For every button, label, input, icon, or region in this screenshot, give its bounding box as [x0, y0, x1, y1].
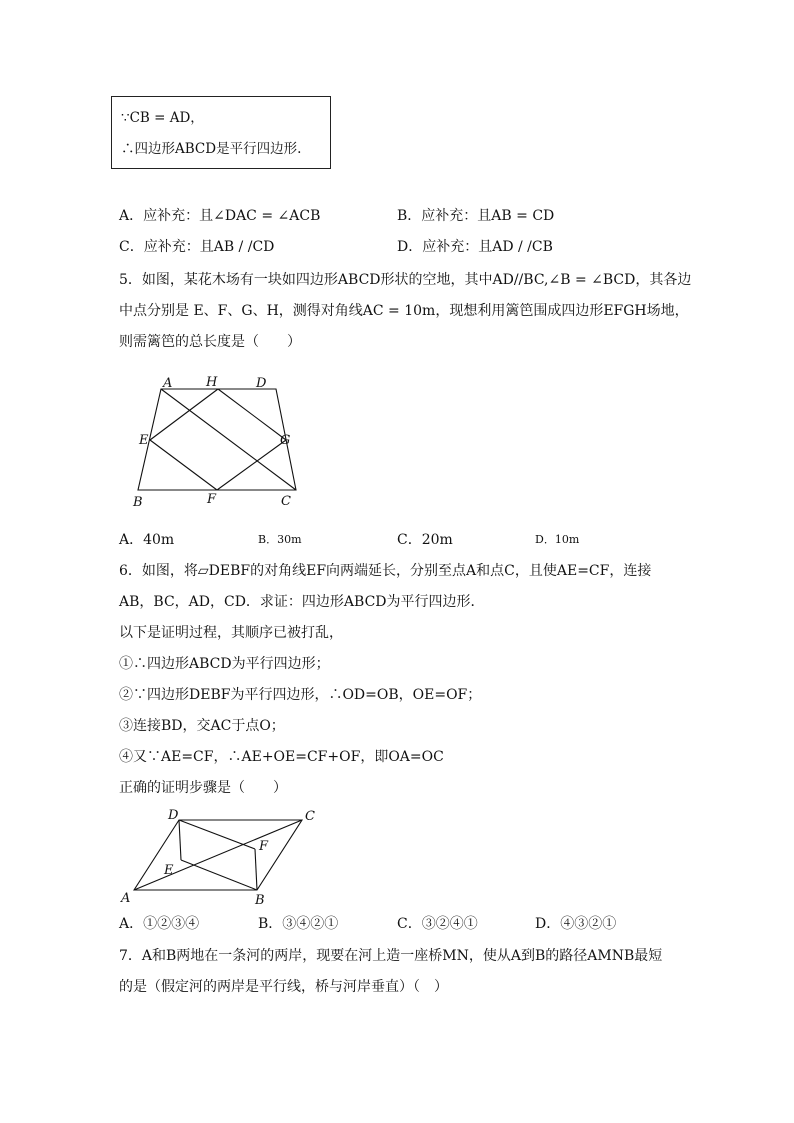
q5-option-d[interactable]: D．10m [535, 533, 580, 546]
q5-label-G: G [280, 433, 291, 448]
q6-segment-DE [179, 820, 181, 860]
proof-line-1: ∵CB = AD， [121, 110, 204, 126]
q6-segment-EB [181, 860, 257, 890]
q6-text-line-4: 正确的证明步骤是（ ） [119, 780, 287, 796]
q5-label-E: E [139, 433, 149, 448]
q5-label-A: A [163, 376, 173, 391]
q6-option-c[interactable]: C．③②④① [397, 916, 478, 932]
q5-segment-FE [150, 440, 217, 490]
q7-text-line-2: 的是（假定河的两岸是平行线，桥与河岸垂直）（ ） [119, 979, 448, 995]
q7-text-line-1: 7．A和B两地在一条河的两岸，现要在河上造一座桥MN，使从A到B的路径AMNB最短 [119, 948, 663, 964]
q5-option-c[interactable]: C．20m [397, 532, 453, 548]
q6-step-4: ④又∵AE=CF，∴AE+OE=CF+OF，即OA=OC [119, 749, 444, 765]
q6-label-F: F [259, 839, 269, 854]
q6-label-C: C [305, 809, 315, 824]
q6-label-E: E [164, 863, 174, 878]
q5-option-b[interactable]: B．30m [258, 533, 302, 546]
q5-segment-HG [218, 389, 286, 440]
q6-label-D: D [168, 808, 179, 823]
q6-label-B: B [255, 893, 265, 905]
q5-label-D: D [256, 376, 267, 391]
q5-trapezoid-figure [120, 368, 310, 513]
q5-trapezoid-outline [138, 389, 296, 490]
q6-line-AC [134, 820, 302, 890]
q5-segment-EH [150, 389, 218, 440]
q5-segment-GF [217, 440, 286, 490]
q6-text-line-2: AB，BC，AD，CD．求证：四边形ABCD为平行四边形． [119, 594, 485, 610]
q6-segment-BF [255, 849, 257, 890]
proof-line-2: ∴四边形ABCD是平行四边形. [121, 141, 302, 157]
q4-option-c[interactable]: C．应补充：且AB / /CD [119, 239, 275, 255]
q6-segment-FD [179, 820, 255, 849]
q6-text-line-1: 6．如图，将▱DEBF的对角线EF向两端延长，分别至点A和点C，且使AE=CF，连接 [119, 563, 652, 579]
q6-option-b[interactable]: B．③④②① [258, 916, 339, 932]
q5-label-H: H [206, 375, 218, 390]
q4-option-a[interactable]: A．应补充：且∠DAC = ∠ACB [119, 208, 321, 224]
q6-step-1: ①∴四边形ABCD为平行四边形； [119, 656, 330, 672]
q6-step-3: ③连接BD，交AC于点O； [119, 718, 285, 734]
q5-label-B: B [133, 495, 143, 510]
q6-option-d[interactable]: D．④③②① [535, 916, 617, 932]
q6-text-line-3: 以下是证明过程，其顺序已被打乱， [119, 625, 343, 641]
q5-diagonal-AC [161, 389, 296, 490]
q6-parallelogram-figure [118, 805, 318, 905]
q5-text-line-3: 则需篱笆的总长度是（ ） [119, 334, 301, 350]
q5-label-F: F [207, 492, 217, 507]
q5-text-line-2: 中点分别是 E、F、G、H，测得对角线AC = 10m，现想利用篱笆围成四边形EFGH场地， [119, 303, 689, 319]
q5-text-line-1: 5．如图，某花木场有一块如四边形ABCD形状的空地，其中AD//BC,∠B = ∠BCD，其各边 [119, 272, 692, 288]
q5-label-C: C [281, 494, 291, 509]
proof-box [111, 96, 331, 169]
q6-option-a[interactable]: A．①②③④ [119, 916, 200, 932]
q5-option-a[interactable]: A．40m [119, 532, 175, 548]
q4-option-d[interactable]: D．应补充：且AD / /CB [397, 239, 553, 255]
q4-option-b[interactable]: B．应补充：且AB = CD [397, 208, 555, 224]
q6-label-A: A [121, 891, 131, 905]
q6-step-2: ②∵四边形DEBF为平行四边形，∴OD=OB，OE=OF； [119, 687, 482, 703]
